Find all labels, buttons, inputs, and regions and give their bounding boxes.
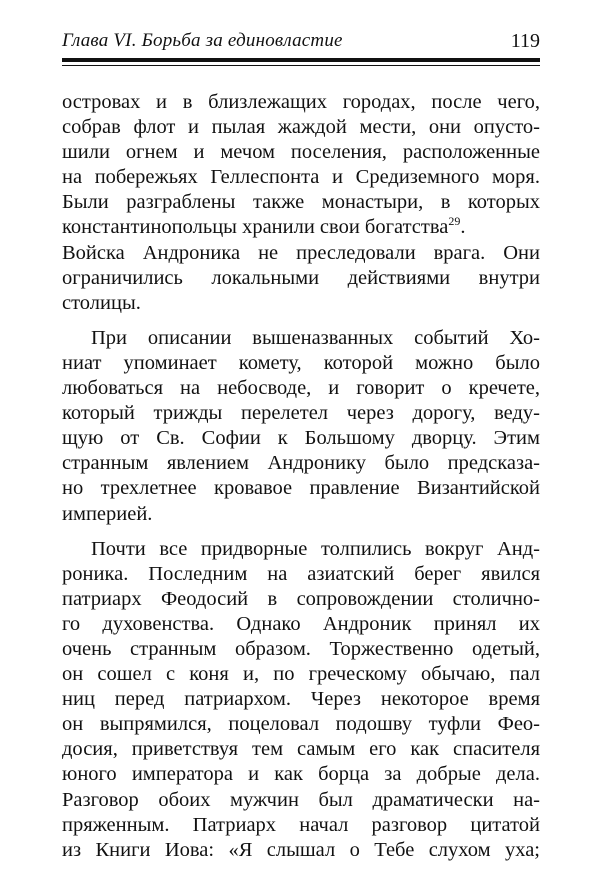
text-line: на побережьях Геллеспонта и Средиземного моря.	[62, 166, 540, 189]
text-line: ниц перед патриархом. Через некоторое время	[62, 688, 540, 711]
text-line: из Книги Иова: «Я слышал о Тебе слухом уха;	[62, 838, 540, 861]
text-line: собрав флот и пылая жаждой мести, они опусто-	[62, 116, 540, 139]
text-line: патриарх Феодосий в сопровождении столично-	[62, 587, 540, 610]
header-rule-thick	[62, 58, 540, 62]
text-line: но трехлетнее кровавое правление Византийской	[62, 477, 540, 500]
paragraph-3	[62, 537, 540, 863]
footnote-ref: 29	[448, 214, 461, 229]
text-line: островах и в близлежащих городах, после чего,	[62, 91, 540, 113]
text-line: Почти все придворные толпились вокруг Анд-	[91, 537, 540, 560]
running-title: Глава VI. Борьба за единовластие	[62, 30, 343, 51]
text-line-with-footnote: константинопольцы хранили свои богатства$^{29}$.	[62, 214, 466, 239]
text-line: пряженным. Патриарх начал разговор цитатой	[62, 813, 540, 836]
text-line: Войска Андроника не преследовали врага. Они	[62, 241, 540, 264]
text-line: При описании вышеназванных событий Хо-	[91, 326, 540, 349]
text-line: любоваться на небосводе, и говорит о кречете,	[62, 377, 540, 400]
text-line: очень странным образом. Торжественно одетый,	[62, 637, 540, 660]
paragraph-1	[62, 90, 540, 316]
paragraph-gap	[62, 316, 540, 326]
text-line: щую от Св. Софии к Большому дворцу. Этим	[62, 427, 540, 450]
text-line: странным явлением Андронику было предсказа-	[62, 452, 540, 475]
text-line: столицы.	[62, 291, 141, 314]
header-rule-thin	[62, 65, 540, 66]
text-line: шили огнем и мечом поселения, расположенные	[62, 141, 540, 164]
text-line: он выпрямился, поцеловал подошву туфли Фео-	[62, 713, 540, 736]
text-line: ниат упоминает комету, которой можно было	[62, 351, 540, 374]
text-line: он сошел с коня и, по греческому обычаю, пал	[62, 663, 540, 686]
page-header	[62, 30, 540, 58]
text-line-content: константинопольцы хранили свои богатства	[62, 216, 449, 239]
text-line: юного императора и как борца за добрые дела.	[62, 763, 540, 786]
text-line: ограничились локальными действиями внутри	[62, 266, 540, 289]
text-line: империей.	[62, 502, 153, 525]
text-line: го духовенства. Однако Андроник принял их	[62, 612, 540, 635]
body-text	[62, 90, 540, 863]
text-line: роника. Последним на азиатский берег явился	[62, 562, 540, 585]
paragraph-2	[62, 326, 540, 527]
page-number: 119	[510, 30, 540, 52]
text-line: который трижды перелетел через дорогу, веду-	[62, 402, 540, 425]
text-line: Разговор обоих мужчин был драматически на-	[62, 788, 540, 811]
text-line: досия, приветствуя тем самым его как спасителя	[62, 738, 540, 761]
paragraph-gap	[62, 527, 540, 537]
text-line: Были разграблены также монастыри, в которых	[62, 191, 540, 214]
